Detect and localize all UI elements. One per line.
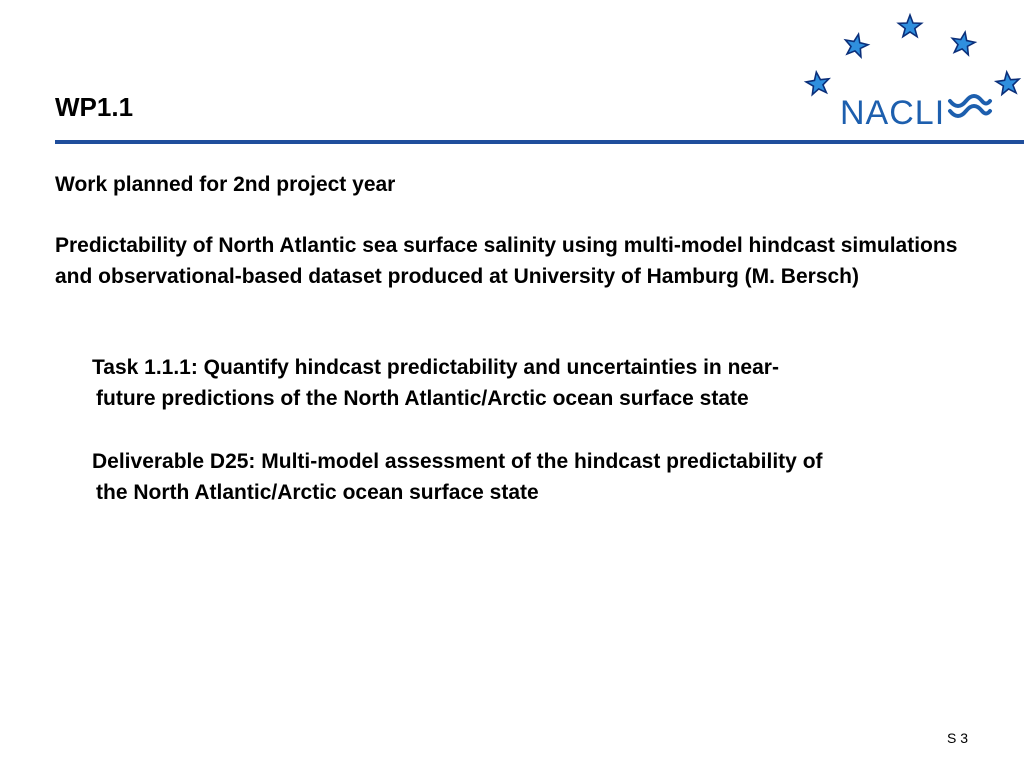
star-icon (995, 71, 1020, 95)
task-line: future predictions of the North Atlantic/Arctic ocean surface state (96, 387, 749, 410)
star-icon (843, 32, 870, 58)
section-heading: Work planned for 2nd project year (55, 173, 396, 196)
slide-title: WP1.1 (55, 92, 134, 122)
task-paragraph (92, 352, 992, 414)
predictability-paragraph: Predictability of North Atlantic sea surface salinity using multi-model hindcast simulations and observational-based dataset produced at University of Hamburg (M. Bersch) (55, 234, 958, 288)
nacli-logo (800, 8, 1024, 138)
task-line: Task 1.1.1: Quantify hindcast predictability and uncertainties in near- (92, 356, 779, 379)
logo-text: NACLI (840, 94, 946, 132)
title-divider (55, 140, 1024, 144)
star-icon (899, 15, 922, 37)
slide-number: S 3 (947, 730, 969, 746)
wave-icon (950, 96, 990, 116)
deliverable-line: the North Atlantic/Arctic ocean surface state (96, 481, 539, 504)
star-icon (805, 71, 831, 96)
star-icon (950, 30, 976, 55)
deliverable-paragraph (92, 446, 992, 508)
deliverable-line: Deliverable D25: Multi-model assessment of the hindcast predictability of (92, 450, 823, 473)
